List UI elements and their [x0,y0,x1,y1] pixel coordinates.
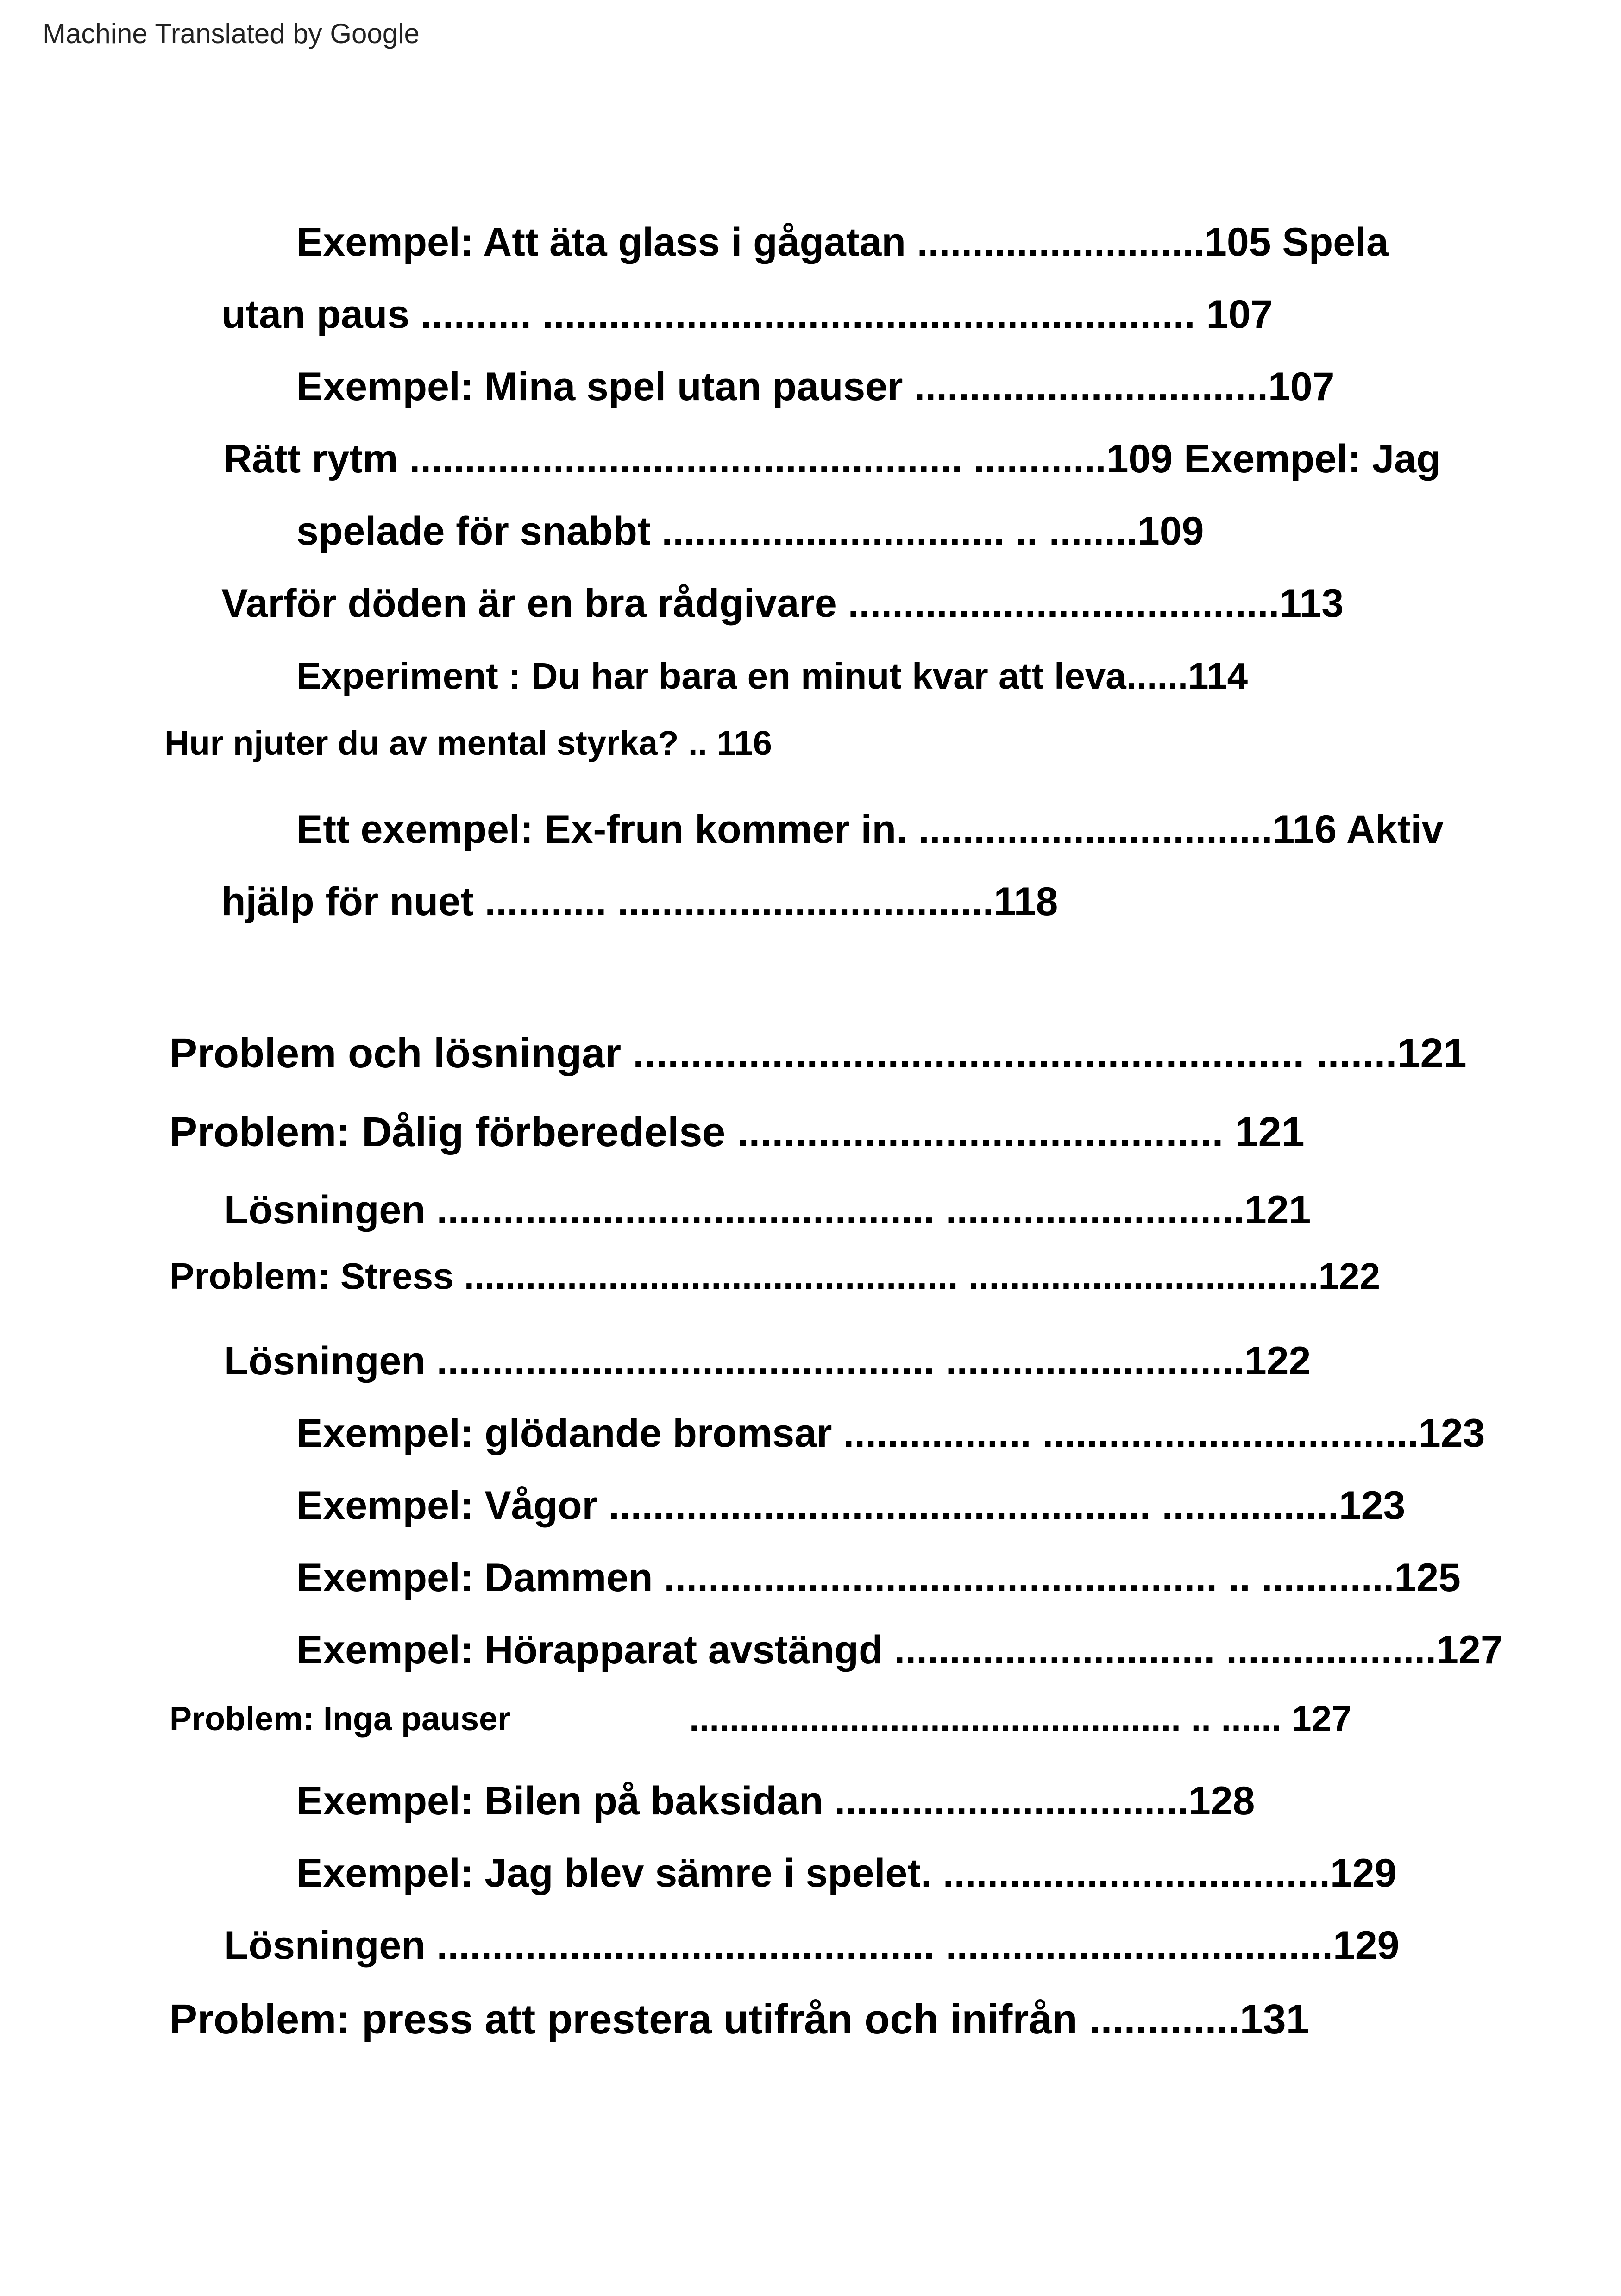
toc-line: Exempel: Bilen på baksidan ................................128 [296,1779,1255,1823]
toc-line: Problem och lösningar .......................................................... .......121 [170,1030,1467,1077]
toc-line: Rätt rytm .................................................. ............109 Exempel: Jag [223,437,1441,481]
toc-line: Exempel: glödande bromsar ................. ..................................123 [296,1411,1485,1455]
toc-line: utan paus .......... ........................................................... 107 [221,292,1273,337]
toc-line: Lösningen ............................................. ...........................121 [224,1188,1311,1232]
toc-line: Varför döden är en bra rådgivare .......................................113 [221,581,1344,626]
toc-line: ................................................. .. ...... 127 [689,1698,1352,1739]
toc-line: Exempel: Dammen .................................................. .. ............125 [296,1556,1461,1600]
toc-line: Experiment : Du har bara en minut kvar att leva......114 [296,655,1248,696]
machine-translation-banner: Machine Translated by Google [43,18,420,49]
toc-line: Problem: Dålig förberedelse .......................................... 121 [170,1109,1305,1155]
toc-line: Lösningen ............................................. ...........................122 [224,1339,1311,1383]
toc-line: Problem: Stress ................................................ ..................................122 [170,1255,1381,1297]
toc-line: Exempel: Att äta glass i gågatan ..........................105 Spela [296,220,1389,264]
toc-line: Problem: Inga pauser [170,1700,511,1738]
toc-line: hjälp för nuet ........... ..................................118 [221,879,1058,924]
toc-line: spelade för snabbt ............................... .. ........109 [296,509,1204,553]
toc-line: Ett exempel: Ex-frun kommer in. ................................116 Aktiv [296,807,1444,852]
toc-line: Exempel: Jag blev sämre i spelet. ...................................129 [296,1851,1397,1895]
toc-line: Lösningen ............................................. ...................................129 [224,1923,1400,1968]
toc-line: Hur njuter du av mental styrka? .. 116 [164,724,772,762]
toc-line: Problem: press att prestera utifrån och inifrån .............131 [170,1996,1309,2043]
toc-line: Exempel: Vågor ................................................. ................123 [296,1483,1406,1528]
toc-line: Exempel: Mina spel utan pauser ................................107 [296,364,1335,409]
toc-line: Exempel: Hörapparat avstängd ............................. ...................127 [296,1628,1503,1672]
